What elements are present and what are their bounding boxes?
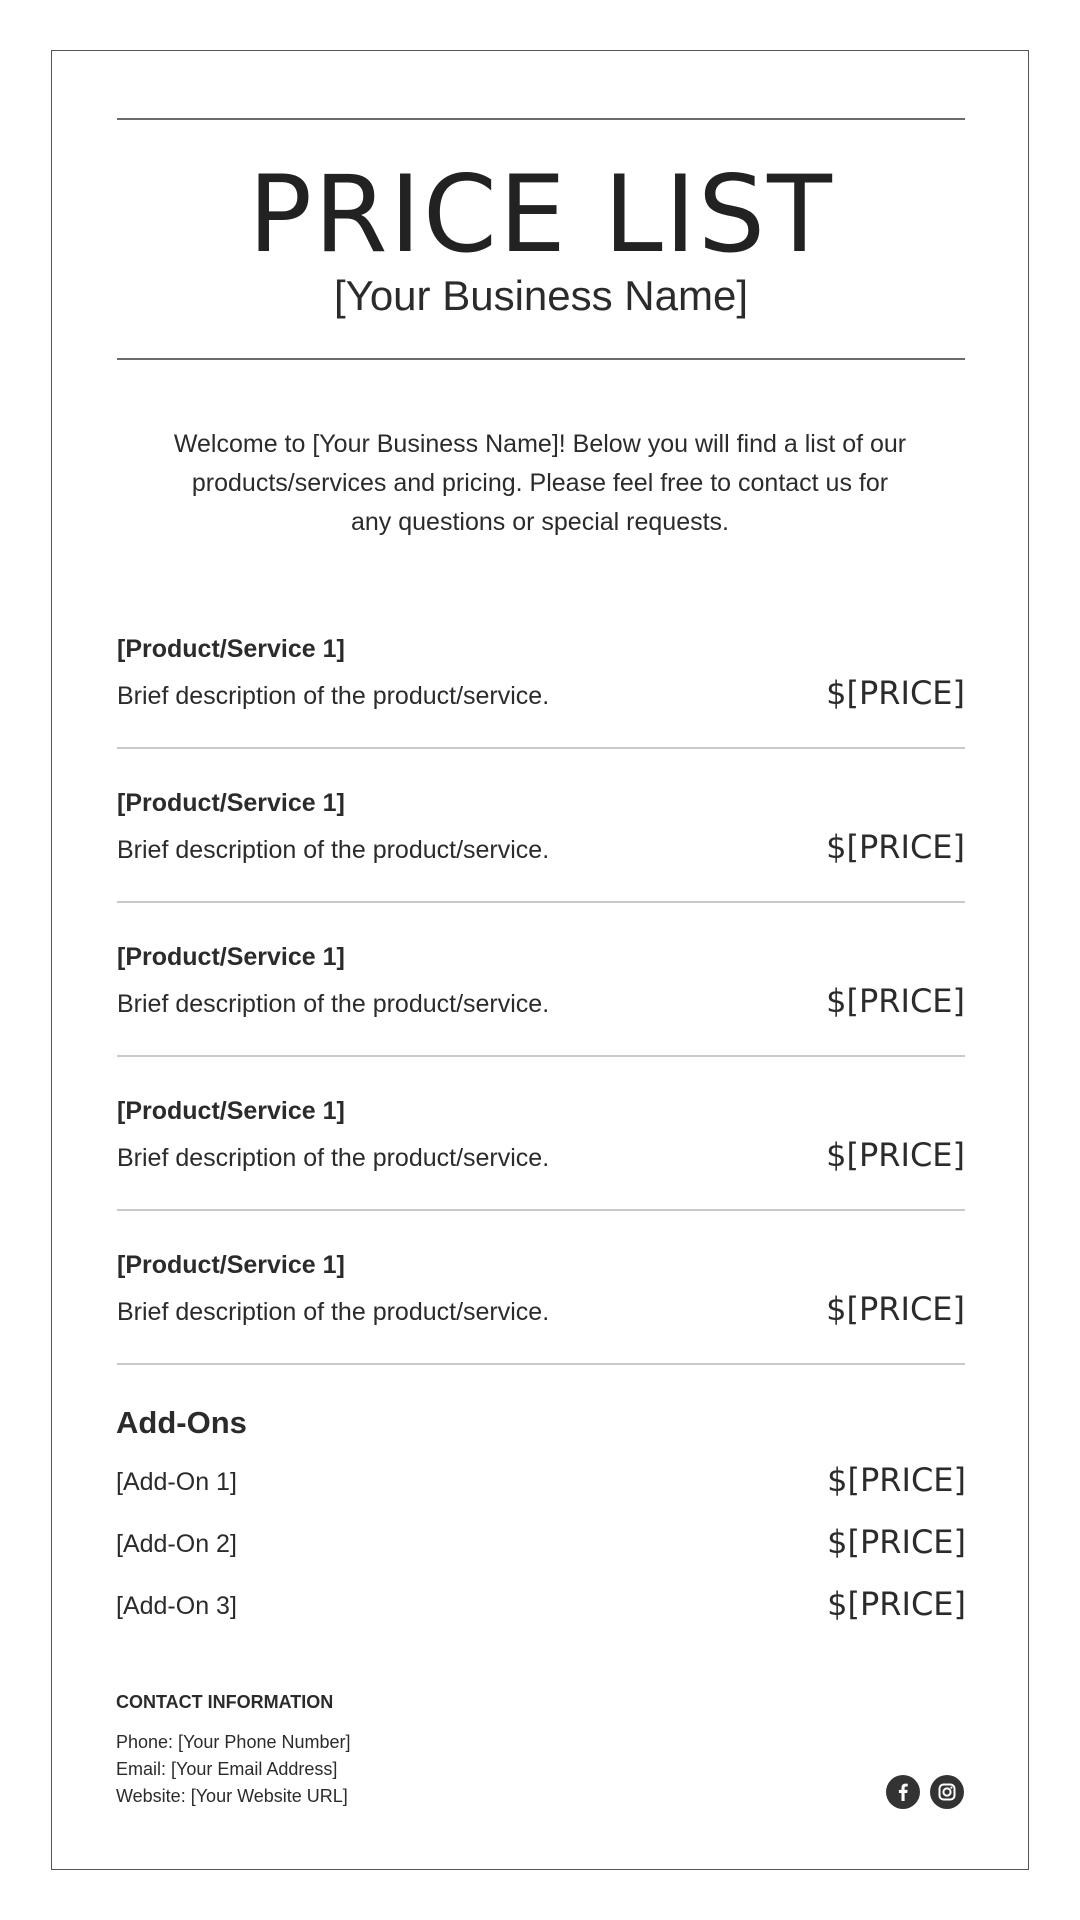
contact-heading: CONTACT INFORMATION	[116, 1692, 334, 1712]
price-item	[117, 787, 965, 907]
addon-name: [Add-On 3]	[116, 1592, 237, 1620]
addon-price: $[PRICE]	[827, 1461, 966, 1499]
addon-name: [Add-On 1]	[116, 1468, 237, 1496]
item-description: Brief description of the product/service.	[117, 836, 550, 864]
item-divider	[117, 1209, 965, 1211]
addon-row	[116, 1522, 966, 1566]
item-divider	[117, 901, 965, 903]
item-name: [Product/Service 1]	[117, 635, 345, 663]
item-divider	[117, 747, 965, 749]
contact-website: Website: [Your Website URL]	[116, 1786, 348, 1806]
price-item	[117, 1249, 965, 1369]
page-title: PRICE LIST	[248, 153, 834, 276]
item-description: Brief description of the product/service.	[117, 1298, 550, 1326]
item-name: [Product/Service 1]	[117, 789, 345, 817]
item-name: [Product/Service 1]	[117, 943, 345, 971]
contact-phone: Phone: [Your Phone Number]	[116, 1732, 351, 1752]
price-item	[117, 633, 965, 753]
contact-email: Email: [Your Email Address]	[116, 1759, 338, 1779]
item-divider	[117, 1363, 965, 1365]
addon-price: $[PRICE]	[827, 1523, 966, 1561]
addon-price: $[PRICE]	[827, 1585, 966, 1623]
facebook-icon[interactable]	[886, 1775, 920, 1809]
addon-name: [Add-On 2]	[116, 1530, 237, 1558]
intro-text: Welcome to [Your Business Name]! Below you will find a list of our products/services and pricing. Please feel free to contact us for any questions or special requests.	[173, 430, 907, 536]
header-bottom-divider	[117, 358, 965, 360]
addon-row	[116, 1460, 966, 1504]
price-item	[117, 941, 965, 1061]
item-description: Brief description of the product/service.	[117, 990, 550, 1018]
item-price: $[PRICE]	[826, 982, 965, 1020]
item-price: $[PRICE]	[826, 674, 965, 712]
item-name: [Product/Service 1]	[117, 1097, 345, 1125]
item-description: Brief description of the product/service.	[117, 682, 550, 710]
addon-row	[116, 1584, 966, 1628]
price-item	[117, 1095, 965, 1215]
item-price: $[PRICE]	[826, 828, 965, 866]
instagram-icon[interactable]	[930, 1775, 964, 1809]
item-divider	[117, 1055, 965, 1057]
business-name: [Your Business Name]	[334, 272, 748, 319]
addons-heading: Add-Ons	[116, 1405, 247, 1440]
item-description: Brief description of the product/service.	[117, 1144, 550, 1172]
item-name: [Product/Service 1]	[117, 1251, 345, 1279]
item-price: $[PRICE]	[826, 1136, 965, 1174]
header-top-divider	[117, 118, 965, 120]
item-price: $[PRICE]	[826, 1290, 965, 1328]
